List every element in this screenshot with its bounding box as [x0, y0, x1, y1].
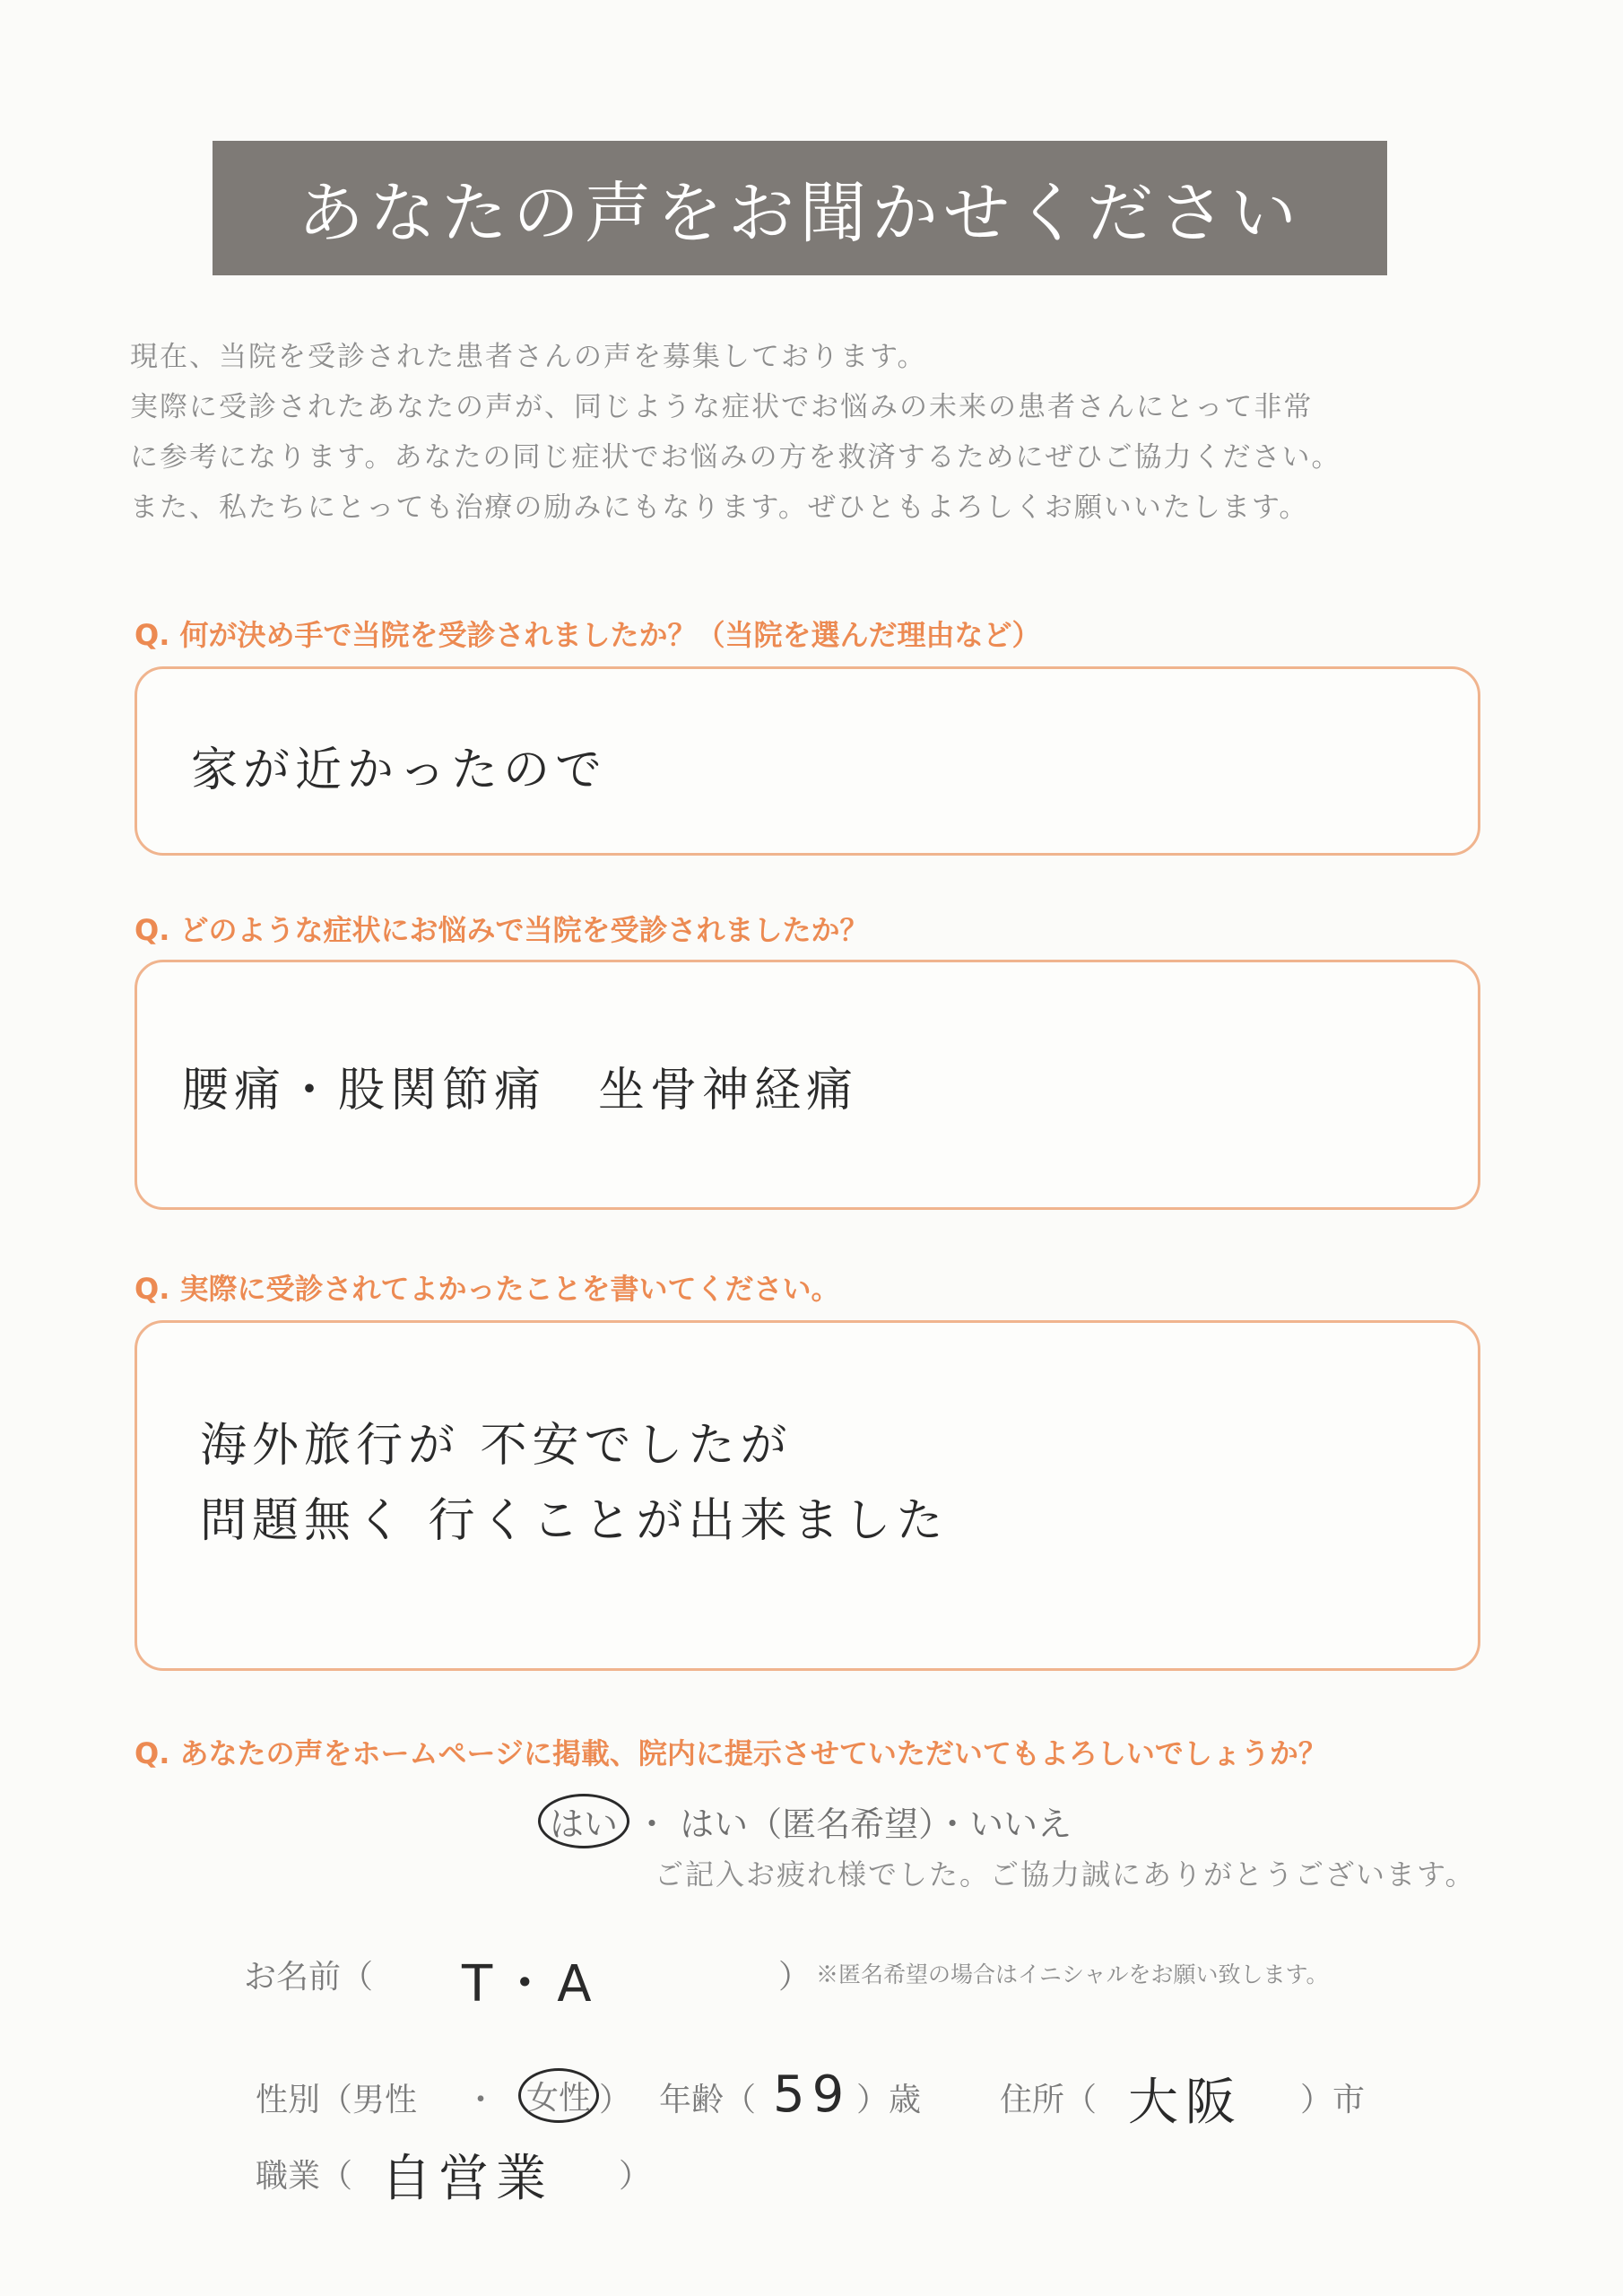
question-3-label: Q. 実際に受診されてよかったことを書いてください。: [135, 1272, 840, 1306]
title-banner: [213, 141, 1387, 275]
address-close: ）市: [1300, 2082, 1366, 2118]
address-label: 住所（: [1000, 2082, 1098, 2118]
question-1-label: Q. 何が決め手で当院を受診されましたか？（当院を選んだ理由など）: [135, 618, 1041, 652]
separator: ・: [935, 1805, 970, 1844]
name-value[interactable]: T・A: [462, 1955, 599, 2013]
age-close: ）歳: [856, 2082, 922, 2118]
gender-separator: ・: [464, 2082, 498, 2118]
intro-text: [130, 332, 1475, 533]
name-close: ）: [778, 1959, 812, 1996]
separator: ・: [635, 1805, 670, 1844]
question-2-label: Q. どのような症状にお悩みで当院を受診されましたか？: [135, 913, 869, 947]
name-note: ※匿名希望の場合はイニシャルをお願い致します。: [816, 1961, 1329, 1987]
answer-3-text: [200, 1408, 949, 1559]
age-label: 年齢（: [659, 2082, 757, 2118]
gender-label: 性別（男性: [256, 2082, 418, 2118]
intro-line: 現在、当院を受診された患者さんの声を募集しております。: [130, 341, 927, 373]
intro-line: 実際に受診されたあなたの声が、同じような症状でお悩みの未来の患者さんにとって非常: [130, 391, 1314, 423]
consent-anonymous-option[interactable]: はい（匿名希望）: [680, 1805, 936, 1844]
job-close: ）: [619, 2158, 652, 2195]
answer-box-3[interactable]: [135, 1320, 1480, 1671]
job-label: 職業（: [256, 2158, 353, 2195]
gender-female-option[interactable]: [518, 2068, 599, 2123]
question-4-label: Q. あなたの声をホームページに掲載、院内に提示させていただいてもよろしいでしょうか？: [135, 1736, 1327, 1770]
answer-3-line: 海外旅行が 不安でしたが: [200, 1419, 793, 1473]
intro-line: に参考になります。あなたの同じ症状でお悩みの方を救済するためにぜひご協力ください。: [130, 441, 1341, 474]
consent-no-option[interactable]: いいえ: [969, 1805, 1072, 1844]
answer-box-2[interactable]: [135, 960, 1480, 1210]
gender-close: ）: [599, 2082, 632, 2118]
age-value[interactable]: 59: [773, 2066, 852, 2124]
thanks-text: ご記入お疲れ様でした。ご協力誠にありがとうございます。: [655, 1857, 1476, 1892]
answer-2-text: 腰痛・股関節痛 坐骨神経痛: [182, 1064, 859, 1118]
consent-yes-option[interactable]: はい: [538, 1794, 629, 1848]
address-value[interactable]: 大阪: [1128, 2074, 1243, 2132]
job-value[interactable]: 自営業: [381, 2150, 553, 2208]
intro-line: また、私たちにとっても治療の励みにもなります。ぜひともよろしくお願いいたします。: [130, 491, 1309, 524]
answer-3-line: 問題無く 行くことが出来ました: [200, 1494, 949, 1548]
name-label: お名前（: [244, 1959, 374, 1996]
consent-options: [538, 1794, 1072, 1848]
gender-female-circle: 女性: [518, 2068, 599, 2123]
answer-box-1[interactable]: [135, 666, 1480, 856]
page-title: あなたの声をお聞かせください: [298, 175, 1302, 252]
answer-1-text: 家が近かったので: [191, 744, 608, 797]
